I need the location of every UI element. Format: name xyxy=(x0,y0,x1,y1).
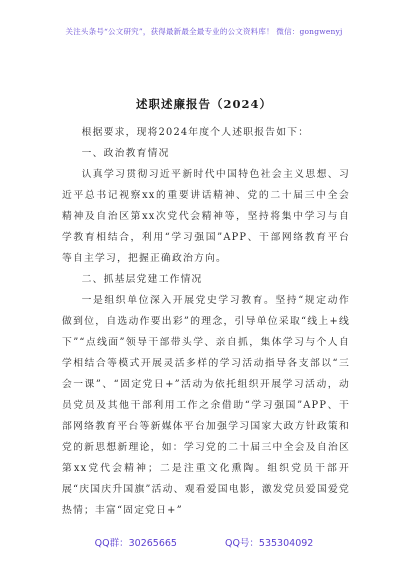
header-banner: 关注头条号“公文研究”，获得最新最全最专业的公文资料库！ 微信：gongwenyj xyxy=(65,27,343,36)
document-title: 述职述廉报告（2024） xyxy=(135,97,272,111)
section-paragraph-party-building: 一是组织单位深入开展党史学习教育。坚持“规定动作做到位，自选动作要出彩”的理念，引导单位采取“线上+线下”“点线面”领导干部带头学、亲自抓，集体学习与个人自学相结合等模式开展灵活多样的学习活动指导各支部以“三会一课”、“固定党日+”活动为依托组织开展学习活动，动员党员及其他干部利用工作之余借助“学习强国”APP、干部网络教育平台等新媒体平台加强学习国家大政方针政策和党的新思想新理论，如：学习党的二十届三中全会及自治区第xx党代会精神；二是注重文化熏陶。组织党员干部开展“庆国庆升国旗”活动、观看爱国电影，激发党员爱国爱党热情；丰富“固定党日+” xyxy=(62,295,350,516)
section-paragraph-politics: 认真学习贯彻习近平新时代中国特色社会主义思想、习近平总书记视察xx的重要讲话精神、党的二十届三中全会精神及自治区第xx次党代会精神等，坚持将集中学习与自学教育相结合，利用“学习强国”APP、干部网络教育平台等自主学习，把握正确政治方向。 xyxy=(62,169,350,264)
qq-group-number: QQ群：30265665 xyxy=(94,538,177,549)
section-heading-party-building: 二、抓基层党建工作情况 xyxy=(81,274,203,285)
intro-paragraph: 根据要求，现将2024年度个人述职报告如下： xyxy=(81,127,310,138)
section-heading-politics: 一、政治教育情况 xyxy=(81,148,170,159)
qq-number: QQ号：535304092 xyxy=(224,538,314,549)
footer-contact xyxy=(0,535,408,549)
document-body xyxy=(62,118,350,521)
